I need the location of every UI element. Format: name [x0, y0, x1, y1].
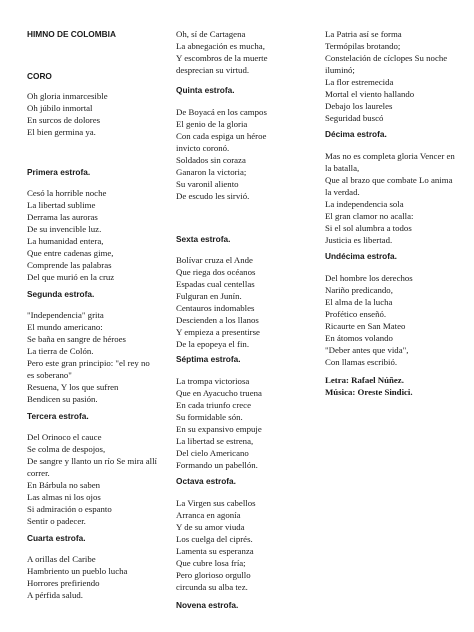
verse-line: Soldados sin coraza: [176, 155, 246, 165]
verse-line: Y escombros de la muerte: [176, 53, 268, 63]
verse-line: iluminó;: [325, 65, 355, 75]
section-heading-segunda: Segunda estrofa.: [27, 289, 95, 299]
verse-line: Oh, sí de Cartagena: [176, 29, 246, 39]
verse-line: Que cubre losa fría;: [176, 558, 246, 568]
verse-line: desprecian su virtud.: [176, 65, 250, 75]
verse-line: Comprende las palabras: [27, 260, 112, 270]
verse-line: De escudo les sirvió.: [176, 191, 250, 201]
verse-line: correr.: [27, 468, 50, 478]
verse-line: En surcos de dolores: [27, 115, 101, 125]
verse-line: es soberano": [27, 370, 72, 380]
verse-line: De la epopeya el fin.: [176, 339, 250, 349]
verse-line: Espadas cual centellas: [176, 279, 255, 289]
verse-line: Si admiración o espanto: [27, 504, 112, 514]
section-heading-undecima: Undécima estrofa.: [325, 251, 397, 261]
section-heading-novena: Novena estrofa.: [176, 600, 239, 610]
verse-line: Las almas ni los ojos: [27, 492, 101, 502]
verse-line: Oh júbilo inmortal: [27, 103, 93, 113]
verse-line: Que al brazo que combate Lo anima: [325, 175, 453, 185]
verse-line: El alma de la lucha: [325, 297, 393, 307]
verse-line: Nariño predicando,: [325, 285, 393, 295]
verse-line: Horrores prefiriendo: [27, 578, 100, 588]
verse-line: Constelación de cíclopes Su noche: [325, 53, 448, 63]
verse-line: Formando un pabellón.: [176, 460, 258, 470]
verse-line: Debajo los laureles: [325, 101, 393, 111]
verse-line: Mortal el viento hallando: [325, 89, 415, 99]
document-title: HIMNO DE COLOMBIA: [27, 29, 116, 39]
section-heading-quinta: Quinta estrofa.: [176, 85, 235, 95]
verse-line: Lamenta su esperanza: [176, 546, 254, 556]
verse-line: La tierra de Colón.: [27, 346, 94, 356]
verse-line: Los cuelga del ciprés.: [176, 534, 253, 544]
verse-line: Y empieza a presentirse: [176, 327, 260, 337]
music-credit: Música: Oreste Sindici.: [325, 387, 413, 397]
verse-line: El bien germina ya.: [27, 127, 96, 137]
verse-line: En su expansivo empuje: [176, 424, 262, 434]
verse-line: El gran clamor no acalla:: [325, 211, 414, 221]
verse-line: En átomos volando: [325, 333, 393, 343]
section-heading-tercera: Tercera estrofa.: [27, 411, 89, 421]
verse-line: Derrama las auroras: [27, 212, 98, 222]
verse-line: Pero glorioso orgullo: [176, 570, 251, 580]
verse-line: Sentir o padecer.: [27, 516, 86, 526]
verse-line: Ricaurte en San Mateo: [325, 321, 406, 331]
verse-line: Hambriento un pueblo lucha: [27, 566, 128, 576]
verse-line: La trompa victoriosa: [176, 376, 250, 386]
verse-line: De sangre y llanto un río Se mira allí: [27, 456, 157, 466]
verse-line: invicto coronó.: [176, 143, 230, 153]
verse-line: la batalla,: [325, 163, 360, 173]
verse-line: Que riega dos océanos: [176, 267, 256, 277]
verse-line: Oh gloria inmarcesible: [27, 91, 108, 101]
verse-line: "Independencia" grita: [27, 310, 104, 320]
verse-line: Centauros indomables: [176, 303, 255, 313]
verse-line: La abnegación es mucha,: [176, 41, 265, 51]
verse-line: Resuena, Y los que sufren: [27, 382, 119, 392]
verse-line: Descienden a los llanos: [176, 315, 259, 325]
verse-line: A pérfida salud.: [27, 590, 83, 600]
section-heading-primera: Primera estrofa.: [27, 167, 91, 177]
verse-line: Si el sol alumbra a todos: [325, 223, 412, 233]
verse-line: Bendicen su pasión.: [27, 394, 98, 404]
verse-line: La libertad se estrena,: [176, 436, 254, 446]
section-heading-decima: Décima estrofa.: [325, 129, 387, 139]
verse-line: la verdad.: [325, 187, 360, 197]
verse-line: Su varonil aliento: [176, 179, 239, 189]
verse-line: Su formidable són.: [176, 412, 243, 422]
verse-line: La flor estremecida: [325, 77, 394, 87]
verse-line: Cesó la horrible noche: [27, 188, 107, 198]
verse-line: Justicia es libertad.: [325, 235, 393, 245]
verse-line: La Patria así se forma: [325, 29, 402, 39]
verse-line: La libertad sublime: [27, 200, 96, 210]
verse-line: Arranca en agonía: [176, 510, 241, 520]
section-heading-coro: CORO: [27, 71, 52, 81]
verse-line: Con cada espiga un héroe: [176, 131, 267, 141]
verse-line: Que entre cadenas gime,: [27, 248, 114, 258]
verse-line: De Boyacá en los campos: [176, 107, 267, 117]
verse-line: Que en Ayacucho truena: [176, 388, 262, 398]
verse-line: A orillas del Caribe: [27, 554, 96, 564]
verse-line: Del que murió en la cruz: [27, 272, 115, 282]
verse-line: Y de su amor viuda: [176, 522, 245, 532]
verse-line: Del Orinoco el cauce: [27, 432, 102, 442]
verse-line: La independencia sola: [325, 199, 404, 209]
verse-line: La Virgen sus cabellos: [176, 498, 256, 508]
verse-line: Ganaron la victoria;: [176, 167, 247, 177]
verse-line: Fulguran en Junín.: [176, 291, 242, 301]
verse-line: Seguridad buscó: [325, 113, 384, 123]
lyrics-credit: Letra: Rafael Núñez.: [325, 375, 404, 385]
verse-line: Profético enseñó.: [325, 309, 387, 319]
verse-line: circunda su alba tez.: [176, 582, 248, 592]
verse-line: Se baña en sangre de héroes: [27, 334, 126, 344]
verse-line: Bolívar cruza el Ande: [176, 255, 253, 265]
verse-line: Se colma de despojos,: [27, 444, 106, 454]
verse-line: Pero este gran principio: "el rey no: [27, 358, 150, 368]
verse-line: Del hombre los derechos: [325, 273, 413, 283]
verse-line: De su invencible luz.: [27, 224, 102, 234]
section-heading-octava: Octava estrofa.: [176, 476, 236, 486]
verse-line: El genio de la gloria: [176, 119, 248, 129]
section-heading-sexta: Sexta estrofa.: [176, 234, 231, 244]
verse-line: "Deber antes que vida",: [325, 345, 409, 355]
verse-line: La humanidad entera,: [27, 236, 104, 246]
verse-line: En Bárbula no saben: [27, 480, 101, 490]
section-heading-septima: Séptima estrofa.: [176, 354, 241, 364]
verse-line: Termópilas brotando;: [325, 41, 401, 51]
verse-line: El mundo americano:: [27, 322, 103, 332]
section-heading-cuarta: Cuarta estrofa.: [27, 533, 86, 543]
verse-line: Con llamas escribió.: [325, 357, 398, 367]
verse-line: En cada triunfo crece: [176, 400, 251, 410]
verse-line: Del cielo Americano: [176, 448, 249, 458]
verse-line: Mas no es completa gloria Vencer en: [325, 151, 455, 161]
